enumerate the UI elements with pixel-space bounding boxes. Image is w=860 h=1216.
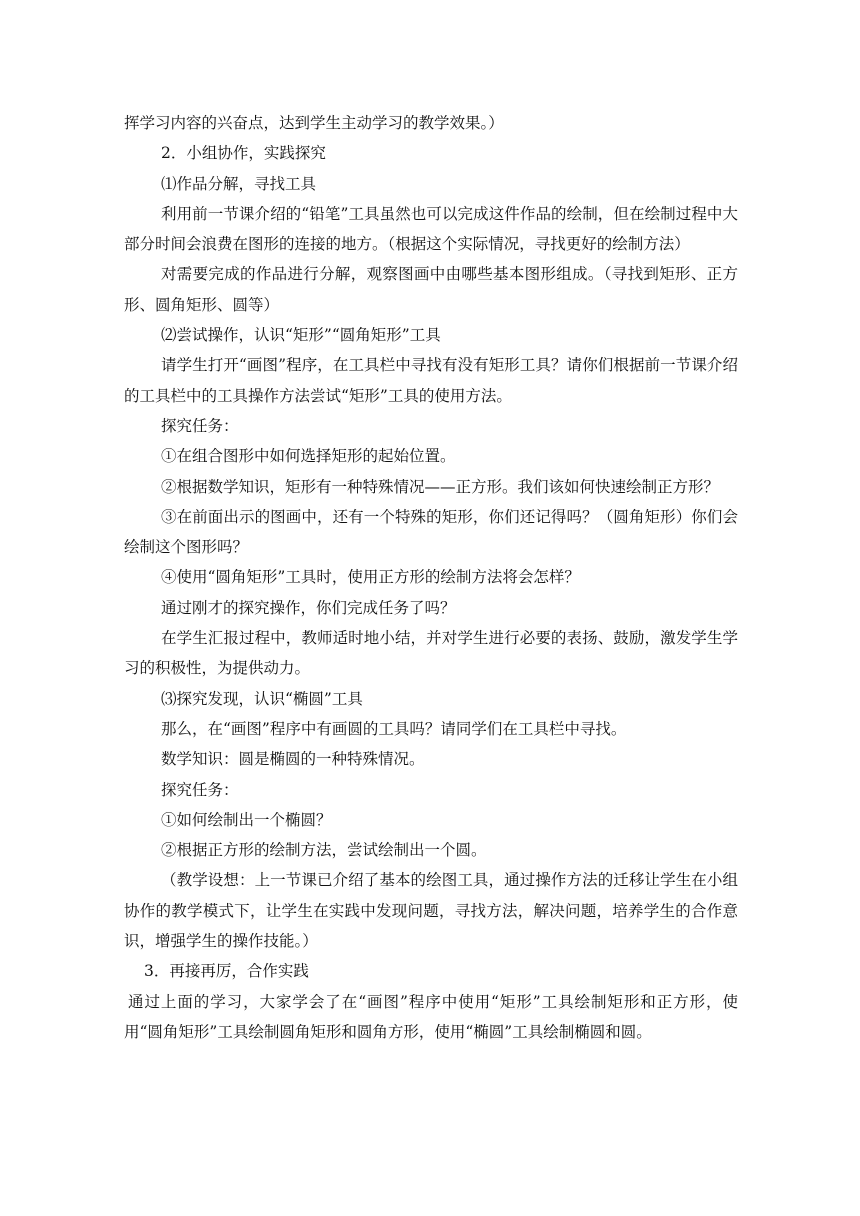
paragraph-circle-tool: 那么，在“画图”程序中有画圆的工具吗？请同学们在工具栏中寻找。	[161, 719, 627, 738]
task-label-2: 探究任务：	[161, 780, 239, 799]
paragraph-decompose: 对需要完成的作品进行分解，观察图画中由哪些基本图形组成。（寻找到矩形、正方形、圆角矩形、圆等）	[124, 265, 738, 314]
task-item-4: ④使用“圆角矩形”工具时，使用正方形的绘制方法将会怎样？	[161, 568, 580, 587]
paragraph-math-knowledge: 数学知识：圆是椭圆的一种特殊情况。	[161, 750, 425, 769]
document-body	[124, 108, 738, 1047]
paragraph-check-task: 通过刚才的探究操作，你们完成任务了吗？	[161, 598, 456, 617]
task-label-1: 探究任务：	[161, 416, 239, 435]
subheading-2: ⑵尝试操作，认识“矩形”“圆角矩形”工具	[161, 326, 441, 345]
section-heading-2: 2．小组协作，实践探究	[161, 144, 326, 163]
subheading-1: ⑴作品分解，寻找工具	[161, 174, 317, 193]
subheading-3: ⑶探究发现，认识“椭圆”工具	[161, 689, 363, 708]
paragraph-open-paint: 请学生打开“画图”程序，在工具栏中寻找有没有矩形工具？请你们根据前一节课介绍的工具栏中的工具操作方法尝试“矩形”工具的使用方法。	[124, 356, 738, 405]
task-item-2: ②根据数学知识，矩形有一种特殊情况——正方形。我们该如何快速绘制正方形？	[161, 477, 720, 496]
task-item-ellipse-2: ②根据正方形的绘制方法，尝试绘制出一个圆。	[161, 841, 487, 860]
task-item-ellipse-1: ①如何绘制出一个椭圆？	[161, 810, 332, 829]
paragraph-teaching-idea: （教学设想：上一节课已介绍了基本的绘图工具，通过操作方法的迁移让学生在小组协作的教学模式下，让学生在实践中发现问题，寻找方法，解决问题，培养学生的合作意识，增强学生的操作技能。）	[124, 871, 738, 951]
task-item-1: ①在组合图形中如何选择矩形的起始位置。	[161, 447, 456, 466]
paragraph-1: 挥学习内容的兴奋点，达到学生主动学习的教学效果。）	[124, 114, 504, 132]
section-heading-3: 3．再接再厉，合作实践	[144, 962, 309, 981]
paragraph-summary: 通过上面的学习，大家学会了在“画图”程序中使用“矩形”工具绘制矩形和正方形，使用“圆角矩形”工具绘制圆角矩形和圆角方形，使用“椭圆”工具绘制椭圆和圆。	[124, 992, 738, 1041]
task-item-3: ③在前面出示的图画中，还有一个特殊的矩形，你们还记得吗？（圆角矩形）你们会绘制这个图形吗？	[124, 507, 738, 557]
paragraph-pencil-tool: 利用前一节课介绍的“铅笔”工具虽然也可以完成这件作品的绘制，但在绘制过程中大部分时间会浪费在图形的连接的地方。（根据这个实际情况，寻找更好的绘制方法）	[124, 204, 738, 254]
paragraph-teacher-summary: 在学生汇报过程中，教师适时地小结，并对学生进行必要的表扬、鼓励，激发学生学习的积极性，为提供动力。	[124, 629, 738, 678]
